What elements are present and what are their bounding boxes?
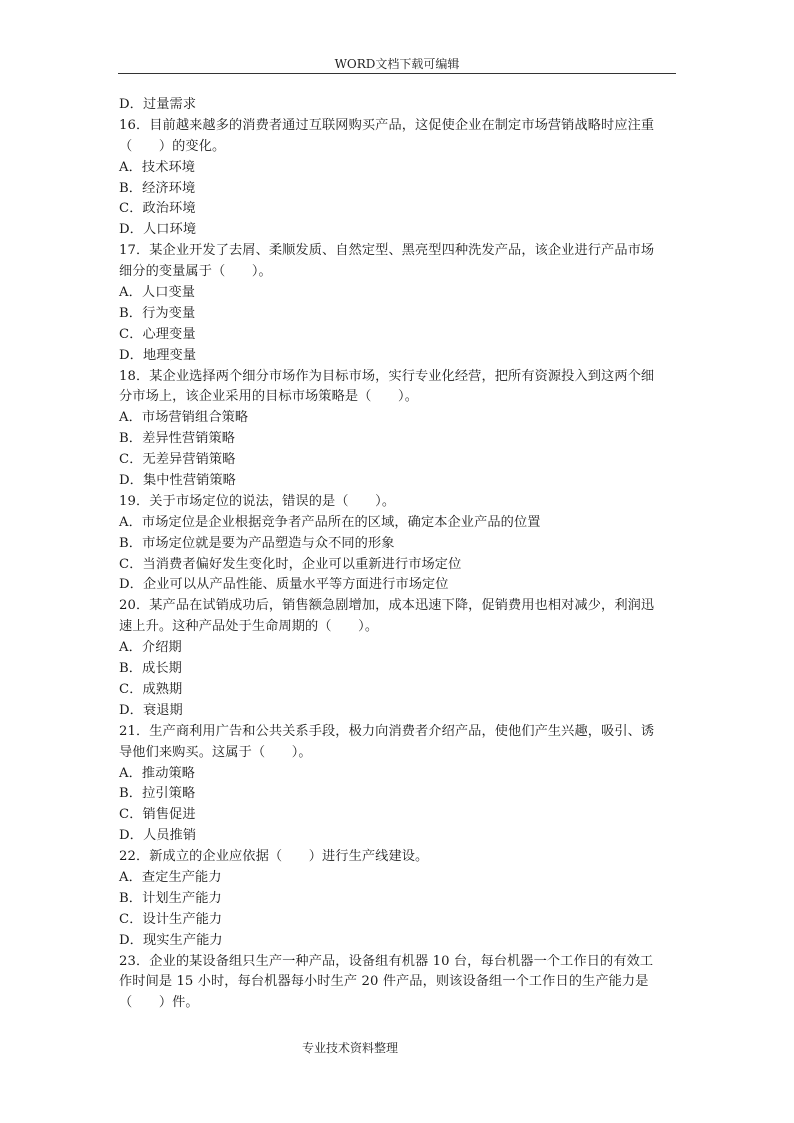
text-line: （ ）件。	[119, 995, 199, 1011]
text-line: D．过量需求	[119, 97, 197, 112]
document-body	[119, 95, 677, 1014]
text-line: A．推动策略	[119, 765, 196, 781]
text-line: 16．目前越来越多的消费者通过互联网购买产品，这促使企业在制定市场营销战略时应注重	[119, 117, 655, 133]
text-line: 分市场上，该企业采用的目标市场策略是（ ）。	[119, 389, 419, 405]
text-line: A．技术环境	[119, 159, 196, 175]
text-line: 21．生产商利用广告和公共关系手段，极力向消费者介绍产品，使他们产生兴趣，吸引、诱	[119, 723, 655, 739]
text-line: A．人口变量	[119, 285, 196, 301]
text-line: B．差异性营销策略	[119, 431, 236, 447]
text-line: 18．某企业选择两个细分市场作为目标市场，实行专业化经营，把所有资源投入到这两个细	[119, 368, 655, 384]
header-divider	[118, 73, 676, 74]
text-line: （ ）的变化。	[119, 138, 226, 154]
text-line: A．市场营销组合策略	[119, 410, 249, 426]
text-line: B．成长期	[119, 661, 182, 677]
text-line: D．人员推销	[119, 828, 197, 844]
text-line: C．销售促进	[119, 807, 196, 823]
text-line: 细分的变量属于（ ）。	[119, 264, 272, 280]
text-line: 22．新成立的企业应依据（ ）进行生产线建设。	[119, 849, 429, 865]
text-line: C．当消费者偏好发生变化时，企业可以重新进行市场定位	[119, 556, 462, 572]
page-header: WORD文档下载可编辑	[334, 57, 460, 71]
text-line: A．市场定位是企业根据竞争者产品所在的区域，确定本企业产品的位置	[119, 514, 541, 530]
text-line: 速上升。这种产品处于生命周期的（ ）。	[119, 619, 379, 635]
text-line: B．拉引策略	[119, 786, 196, 802]
text-line: 17．某企业开发了去屑、柔顺发质、自然定型、黑亮型四种洗发产品，该企业进行产品市场	[119, 243, 655, 259]
text-line: C．心理变量	[119, 326, 196, 342]
text-line: C．无差异营销策略	[119, 452, 236, 468]
text-line: C．设计生产能力	[119, 911, 223, 927]
text-line: A．查定生产能力	[119, 869, 222, 885]
text-line: 23．企业的某设备组只生产一种产品，设备组有机器 10 台，每台机器一个工作日的有效工	[119, 953, 654, 969]
text-line: C．成熟期	[119, 681, 183, 697]
text-line: D．衰退期	[119, 702, 183, 718]
text-line: D．集中性营销策略	[119, 473, 236, 489]
text-line: C．政治环境	[119, 201, 196, 217]
text-line: D．现实生产能力	[119, 932, 223, 948]
text-line: B．计划生产能力	[119, 890, 222, 906]
text-line: B．经济环境	[119, 180, 196, 196]
text-line: D．企业可以从产品性能、质量水平等方面进行市场定位	[119, 577, 449, 593]
text-line: D．人口环境	[119, 222, 197, 238]
text-line: B．市场定位就是要为产品塑造与众不同的形象	[119, 535, 395, 551]
text-line: D．地理变量	[119, 347, 197, 363]
text-line: B．行为变量	[119, 305, 196, 321]
text-line: A．介绍期	[119, 640, 182, 656]
text-line: 19．关于市场定位的说法，错误的是（ ）。	[119, 493, 396, 509]
text-line: 作时间是 15 小时，每台机器每小时生产 20 件产品，则该设备组一个工作日的生产能力是	[119, 974, 649, 990]
page-footer: 专业技术资料整理	[301, 1041, 398, 1055]
text-line: 导他们来购买。这属于（ ）。	[119, 744, 312, 760]
text-line: 20．某产品在试销成功后，销售额急剧增加，成本迅速下降，促销费用也相对减少，利润迅	[119, 598, 655, 614]
